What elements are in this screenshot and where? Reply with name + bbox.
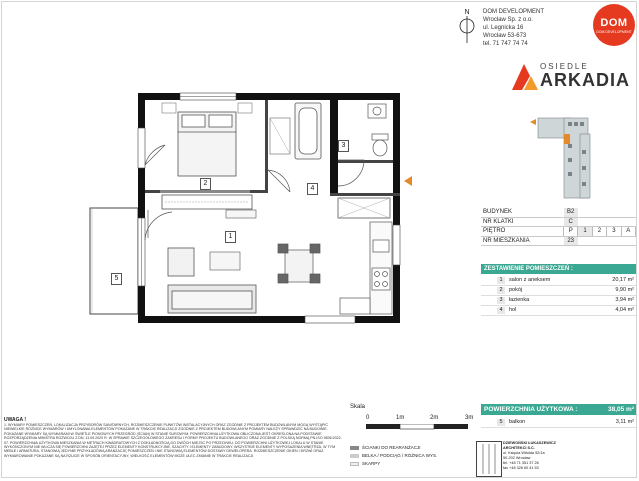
room-label-5: 5 <box>111 273 122 285</box>
total-area-value: 38,05 m² <box>607 406 634 413</box>
developer-line: Wrocław 53-673 <box>483 33 527 39</box>
architect-logo-icon <box>477 442 501 476</box>
rearrangeable-wall <box>160 190 250 193</box>
room-number: 5 <box>497 419 505 426</box>
building-value: B2 <box>564 208 578 217</box>
notes-text: 1. WYMIARY POMIESZCZEŃ, LOKALIZACJA PRZYBORÓW SANITARNYCH, ROZMIESZCZENIE PUNKTÓW INSTALACYJNYCH ORAZ ZGODNIE Z PROJEKTEM BUDOWLANYM MOGĄ WYSTĄPIĆ NIEWIELKIE RÓŻNICE WYMIARÓW I UMYLONANIA ELEMENTÓW POKAZANE W TRAKCIE REALIZACJI ZGODNIE Z PROJEKTEM BUDOWLANYM POMIARY NALEŻY SPRAWDZIĆ NA BUDOWIE. POKAZANE WYMIARY SĄ WYMIARAMI W ŚWIETLE PIONOWYCH PRZEGRÓD (ŚCIAN) W STANIE SUROWYM. POWIERZCHNIA UŻYTKOWA OBLICZONA JEST OKREŚLONA NA PODSTAWIE ROZPORZĄDZENIA MINISTRA ROZWOJU Z DN. 11.09.2020 R. W SPRAWIE SZCZEGÓŁOWEGO ZAKRESU I FORMY PROJEKTU BUDOWLANEGO ORAZ ZGODNIE Z POLSKĄ NORMĄ PN-ISO 9836:2022-07. POWIERZCHNIA UŻYTKOWA MIESZKANIA W METRACH KWADRATOWYCH Z DOKŁADNOŚCIĄ DO DWÓCH MIEJSC PO PRZECINKU. DO POWIERZCHNI UŻYTKOWEJ LOKALU W STANIE WYKOŃCZONYM NIE WLICZA SIĘ POWIERZCHNI ZAJĘTEJ PRZEZ ELEMENTY KONSTRUKCYJNE, SZACHTY I ELEMENTY ZABUDOWY. WSZYSTKIE ELEMENTY WYPOSAŻENIA WNĘTRZA, W TYM MEBLE I ARMATURA, STANOWIĄ JEDYNIE PRZYKŁADOWĄ ARANŻACJĘ POMIESZCZEŃ I NIE STANOWIĄ ELEMENTÓW DOSTAWY DEWELOPERA. ROZMIESZCZENIE OKIEN I DRZWI ORAZ WYMIAROWANIE POKAZANE SĄ NA RZUCIE W SPOSÓB ORIENTACYJNY, WIELKOŚĆ ELEMENTÓW MOŻE ULEC ZMIANIE W TRAKCIE REALIZACJI. <box>4 423 342 458</box>
brand-line-2: ARKADIA <box>540 70 630 90</box>
scale-bar <box>366 424 472 430</box>
legend-swatch <box>350 454 359 458</box>
room-name: hol <box>509 307 517 313</box>
room-area: 4,04 m² <box>615 307 634 313</box>
nightstand <box>162 103 176 113</box>
room-name: pokój <box>509 287 523 293</box>
room-name: łazienka <box>509 297 530 303</box>
room-row <box>481 296 636 306</box>
brand-line-1: OSIEDLE <box>540 62 589 71</box>
toilet <box>372 134 388 156</box>
room-area: 3,94 m² <box>615 297 634 303</box>
room-label-1: 1 <box>225 231 236 243</box>
legend-swatch <box>350 446 359 450</box>
room-number: 1 <box>497 277 505 284</box>
logo-subtext: DOM DEVELOPMENT <box>596 29 632 34</box>
legend-item <box>350 444 437 452</box>
arkadia-logo-icon <box>510 62 540 92</box>
architect-line: fax +48 326 60 41 53 <box>503 466 539 470</box>
entrance-arrow <box>404 176 412 186</box>
legend-swatch <box>350 462 359 466</box>
unit-value: 23 <box>564 236 578 246</box>
unit-highlight <box>564 134 570 144</box>
compass-label: N <box>464 9 470 16</box>
north-arrow-icon <box>458 6 476 44</box>
developer-line: DOM DEVELOPMENT <box>483 9 545 15</box>
dining-table <box>278 244 320 283</box>
total-area-bar <box>481 404 636 415</box>
room-label-2: 2 <box>200 178 211 190</box>
armchair <box>168 248 194 276</box>
notes-heading: UWAGA ! <box>4 417 27 423</box>
developer-info <box>483 8 544 48</box>
legend-label: ŚCIANKI DO REARANŻACJI <box>362 445 421 450</box>
room-area: 9,90 m² <box>615 287 634 293</box>
architect-line: 50-202 Wrocław <box>503 456 531 460</box>
architect-line: ul. Księcia Witolda 52/1a <box>503 451 545 455</box>
floor-option-selected: 1 <box>578 227 592 237</box>
scale-title: Skala <box>350 404 366 410</box>
unit-info-table <box>481 208 636 246</box>
room-name: balkon <box>509 419 526 425</box>
logo-text: DOM <box>600 16 628 29</box>
scale-tick-label: 1m <box>396 415 405 421</box>
scale-tick-label: 3m <box>465 415 474 421</box>
legend-item <box>350 452 437 460</box>
architect-info <box>503 441 556 471</box>
room-area: 20,17 m² <box>612 277 634 283</box>
room-row <box>481 276 636 286</box>
developer-line: tel. 71 747 74 74 <box>483 41 528 47</box>
legend <box>350 444 437 468</box>
room-label-3: 3 <box>338 140 349 152</box>
legend-label: BELKA / PODCIĄG / RÓŻNICA WYS. <box>362 453 438 458</box>
architect-logo <box>476 441 502 477</box>
unit-label: NR MIESZKANIA <box>481 236 564 246</box>
sink <box>368 104 386 118</box>
scale-tick-label: 2m <box>430 415 439 421</box>
balcony-outline <box>90 208 138 314</box>
floor-option: 2 <box>592 227 606 237</box>
floor-option: P <box>564 227 578 237</box>
architect-line: ARCHITEKCI S.C. <box>503 446 535 450</box>
architect-line: tel. +48 71 351 37 26 <box>503 461 539 465</box>
building-label: BUDYNEK <box>481 208 564 217</box>
rooms-heading: ZESTAWIENIE POMIESZCZEŃ : <box>481 264 636 274</box>
room-number: 2 <box>497 287 505 294</box>
floor-option: A <box>621 227 635 237</box>
room-row <box>481 306 636 316</box>
tv-cabinet <box>226 210 256 218</box>
building-key-plan <box>528 110 636 202</box>
floor-option: 3 <box>607 227 621 237</box>
room-number: 3 <box>497 297 505 304</box>
total-area-label: POWIERZCHNIA UŻYTKOWA : <box>484 406 578 413</box>
sofa <box>168 285 256 313</box>
bathtub <box>295 103 321 159</box>
coffee-table <box>210 252 240 270</box>
scale-tick-label: 0 <box>366 415 370 421</box>
room-area: 3,11 m² <box>615 419 634 425</box>
floor-plan <box>80 85 420 335</box>
kitchen-counter <box>340 222 392 314</box>
room-row <box>481 286 636 296</box>
developer-logo <box>593 4 635 46</box>
room-number: 4 <box>497 307 505 314</box>
bed <box>178 112 236 176</box>
legend-item <box>350 460 437 468</box>
nightstand <box>238 103 252 113</box>
architect-line: DZIEWOŃSKI ŁUKASZEWICZ <box>503 441 556 445</box>
room-label-4: 4 <box>307 183 318 195</box>
floor-label: PIĘTRO <box>481 227 564 237</box>
room-name: salon z aneksem <box>509 277 551 283</box>
balcony-row <box>481 418 636 428</box>
staircase-label: NR KLATKI <box>481 217 564 227</box>
staircase-value: C <box>564 217 578 227</box>
legend-label: SKARPY <box>362 461 381 466</box>
developer-line: Wrocław Sp. z o.o. <box>483 17 533 23</box>
developer-line: ul. Legnicka 16 <box>483 25 524 31</box>
